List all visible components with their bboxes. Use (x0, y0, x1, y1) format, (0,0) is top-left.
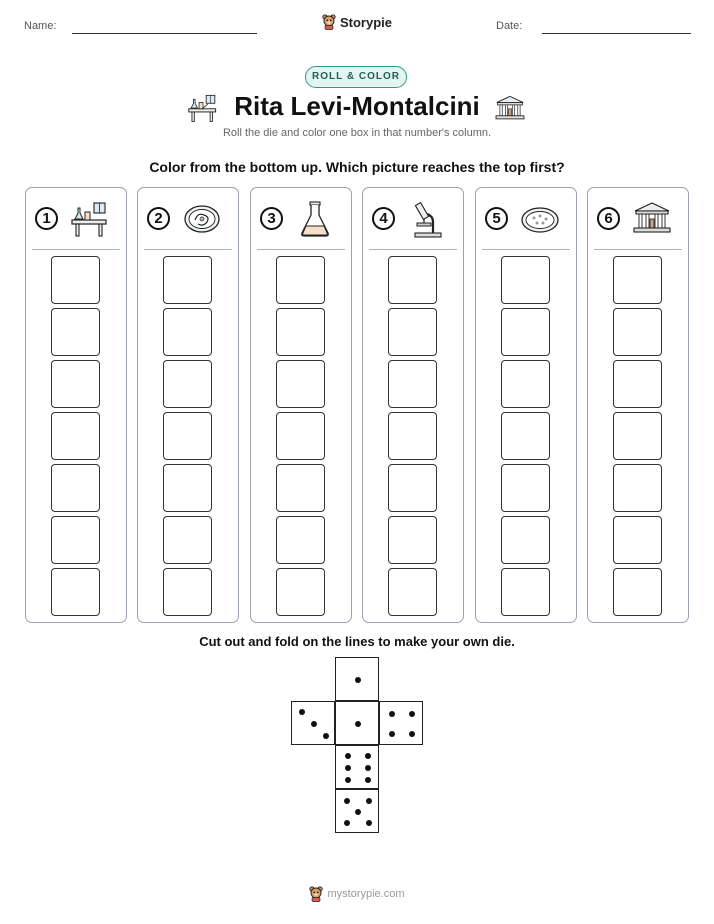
die-face-3 (291, 701, 335, 745)
die-pip (366, 820, 372, 826)
column-divider (32, 249, 120, 250)
bear-mascot-icon (322, 14, 336, 30)
column-number: 4 (372, 207, 395, 230)
die-pip (299, 709, 305, 715)
column-number: 6 (597, 207, 620, 230)
color-box[interactable] (51, 256, 100, 304)
color-box[interactable] (501, 308, 550, 356)
die-face-4 (379, 701, 423, 745)
die-face-1 (335, 701, 379, 745)
color-box[interactable] (51, 308, 100, 356)
page-subtitle: Roll the die and color one box in that number's column. (222, 127, 492, 139)
color-box[interactable] (163, 360, 212, 408)
color-box[interactable] (51, 568, 100, 616)
column-number: 2 (147, 207, 170, 230)
column-1 (25, 187, 127, 623)
color-box[interactable] (51, 516, 100, 564)
die-pip (389, 711, 395, 717)
cell-dish-icon (182, 200, 222, 238)
color-box[interactable] (501, 360, 550, 408)
brand-name: Storypie (339, 14, 392, 30)
column-number: 3 (260, 207, 283, 230)
footer (0, 886, 714, 907)
color-box[interactable] (388, 464, 437, 512)
column-divider (144, 249, 232, 250)
die-pip (409, 731, 415, 737)
color-box[interactable] (388, 360, 437, 408)
color-box[interactable] (613, 360, 662, 408)
die-pip (345, 753, 351, 759)
color-box[interactable] (501, 256, 550, 304)
column-divider (369, 249, 457, 250)
page-title: Rita Levi-Montalcini (234, 91, 480, 121)
color-box[interactable] (276, 412, 325, 460)
die-pip (355, 721, 361, 727)
color-box[interactable] (51, 412, 100, 460)
activity-badge: ROLL & COLOR (305, 66, 407, 88)
die-instruction: Cut out and fold on the lines to make your own die. (199, 634, 515, 649)
color-box[interactable] (388, 568, 437, 616)
die-pip (389, 731, 395, 737)
color-box[interactable] (163, 256, 212, 304)
die-face-1 (335, 657, 379, 701)
date-label: Date: (496, 20, 523, 32)
color-box[interactable] (388, 256, 437, 304)
name-label: Name: (24, 20, 57, 32)
die-pip (355, 677, 361, 683)
column-divider (257, 249, 345, 250)
color-box[interactable] (51, 464, 100, 512)
color-box[interactable] (613, 256, 662, 304)
brand-logo (0, 14, 714, 35)
column-3 (250, 187, 352, 623)
color-box[interactable] (501, 568, 550, 616)
column-divider (482, 249, 570, 250)
color-box[interactable] (501, 464, 550, 512)
die-pip (323, 733, 329, 739)
color-box[interactable] (613, 464, 662, 512)
die-pip (365, 753, 371, 759)
die-pip (344, 820, 350, 826)
color-box[interactable] (388, 308, 437, 356)
column-6 (587, 187, 689, 623)
column-4 (362, 187, 464, 623)
die-pip (365, 765, 371, 771)
color-box[interactable] (276, 568, 325, 616)
color-box[interactable] (501, 516, 550, 564)
color-box[interactable] (163, 516, 212, 564)
color-box[interactable] (276, 360, 325, 408)
museum-building-icon (494, 94, 526, 122)
die-pip (345, 777, 351, 783)
die-face-5 (335, 789, 379, 833)
color-box[interactable] (163, 464, 212, 512)
color-box[interactable] (276, 308, 325, 356)
microscope-icon (407, 200, 447, 238)
petri-dish-icon (520, 200, 560, 238)
color-box[interactable] (163, 412, 212, 460)
column-5 (475, 187, 577, 623)
bear-mascot-icon (309, 886, 323, 902)
color-box[interactable] (163, 308, 212, 356)
die-pip (409, 711, 415, 717)
die-pip (355, 809, 361, 815)
column-number: 5 (485, 207, 508, 230)
color-box[interactable] (388, 516, 437, 564)
coloring-instruction: Color from the bottom up. Which picture reaches the top first? (149, 159, 565, 175)
color-box[interactable] (613, 308, 662, 356)
color-box[interactable] (388, 412, 437, 460)
column-2 (137, 187, 239, 623)
color-box[interactable] (163, 568, 212, 616)
color-box[interactable] (613, 568, 662, 616)
lab-desk-icon (70, 200, 110, 238)
column-divider (594, 249, 682, 250)
die-pip (366, 798, 372, 804)
color-box[interactable] (51, 360, 100, 408)
color-box[interactable] (501, 412, 550, 460)
footer-site: mystorypie.com (327, 888, 405, 900)
die-pip (365, 777, 371, 783)
die-face-6 (335, 745, 379, 789)
die-pip (345, 765, 351, 771)
flask-icon (295, 200, 335, 238)
color-box[interactable] (276, 516, 325, 564)
museum-building-icon (632, 200, 672, 238)
die-pip (311, 721, 317, 727)
die-pip (344, 798, 350, 804)
color-box[interactable] (276, 256, 325, 304)
color-box[interactable] (613, 516, 662, 564)
column-number: 1 (35, 207, 58, 230)
color-box[interactable] (276, 464, 325, 512)
color-box[interactable] (613, 412, 662, 460)
